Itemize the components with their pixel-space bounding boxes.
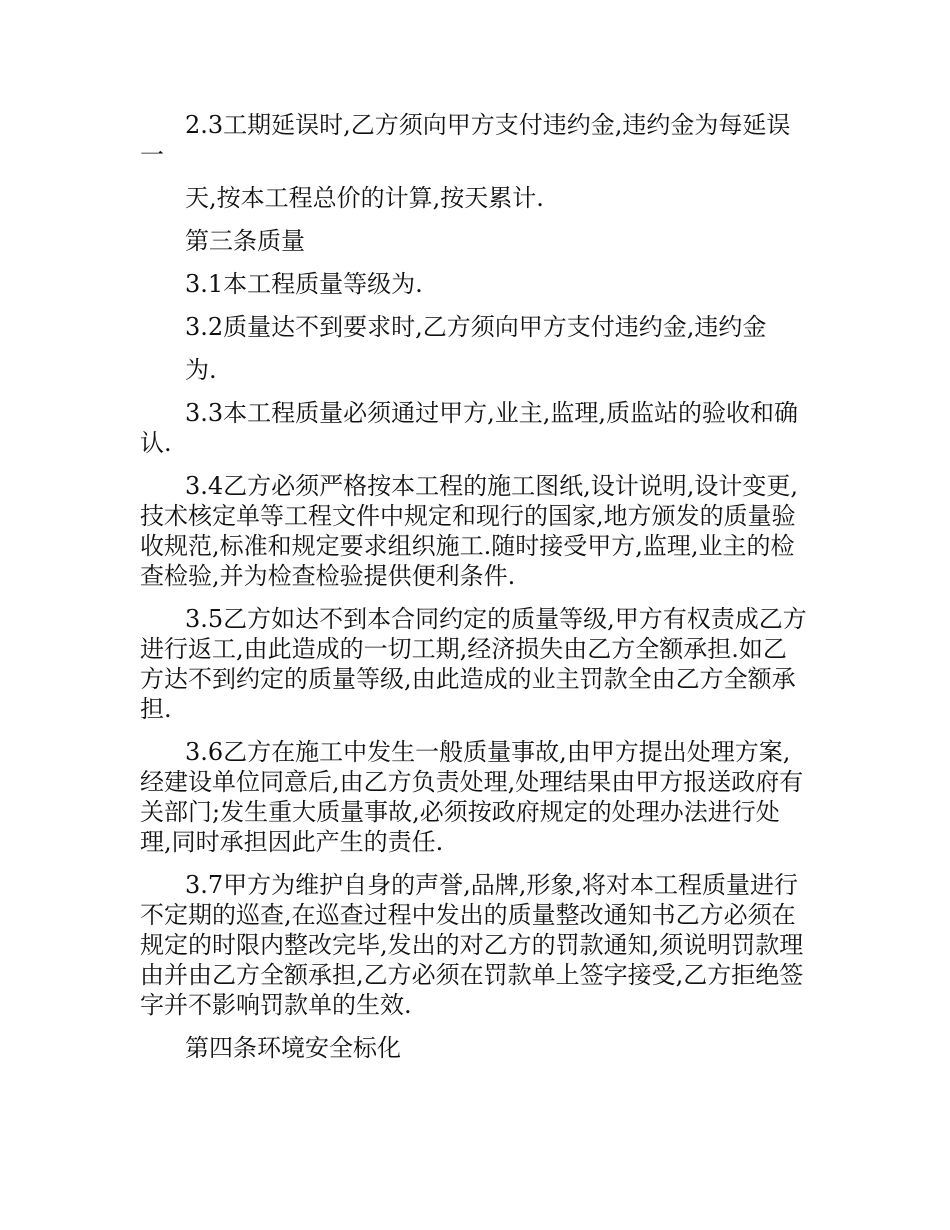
paragraph-3-5: 3.5乙方如达不到本合同约定的质量等级,甲方有权责成乙方进行返工,由此造成的一切工期,经济损失由乙方全额承担.如乙方达不到约定的质量等级,由此造成的业主罚款全由乙方全额承担.	[140, 605, 807, 723]
paragraph-3-6: 3.6乙方在施工中发生一般质量事故,由甲方提出处理方案,经建设单位同意后,由乙方负责处理,处理结果由甲方报送政府有关部门;发生重大质量事故,必须按政府规定的处理办法进行处理,同时承担因此产生的责任.	[140, 738, 804, 856]
paragraph-3-7: 3.7甲方为维护自身的声誉,品牌,形象,将对本工程质量进行不定期的巡查,在巡查过程中发出的质量整改通知书乙方必须在规定的时限内整改完毕,发出的对乙方的罚款通知,须说明罚款理由并由乙方全额承担,乙方必须在罚款单上签字接受,乙方拒绝签字并不影响罚款单的生效.	[140, 871, 804, 1019]
paragraph-3-3: 3.3本工程质量必须通过甲方,业主,监理,质监站的验收和确认.	[140, 399, 799, 457]
paragraph-3-4: 3.4乙方必须严格按本工程的施工图纸,设计说明,设计变更,技术核定单等工程文件中规定和现行的国家,地方颁发的质量验收规范,标准和规定要求组织施工.随时接受甲方,监理,业主的检查检验,并为检查检验提供便利条件.	[140, 472, 799, 590]
section-heading-quality: 第三条质量	[185, 227, 305, 255]
paragraph-3-1: 3.1本工程质量等级为.	[185, 270, 423, 298]
paragraph-2-3-continued: 天,按本工程总价的计算,按天累计.	[185, 184, 544, 212]
paragraph-2-3: 2.3工期延误时,乙方须向甲方支付违约金,违约金为每延误一	[140, 111, 791, 169]
section-heading-environment-safety: 第四条环境安全标化	[185, 1034, 401, 1062]
document-body	[140, 110, 810, 1076]
paragraph-3-2: 3.2质量达不到要求时,乙方须向甲方支付违约金,违约金	[185, 313, 767, 341]
paragraph-3-2-continued: 为.	[185, 356, 217, 384]
